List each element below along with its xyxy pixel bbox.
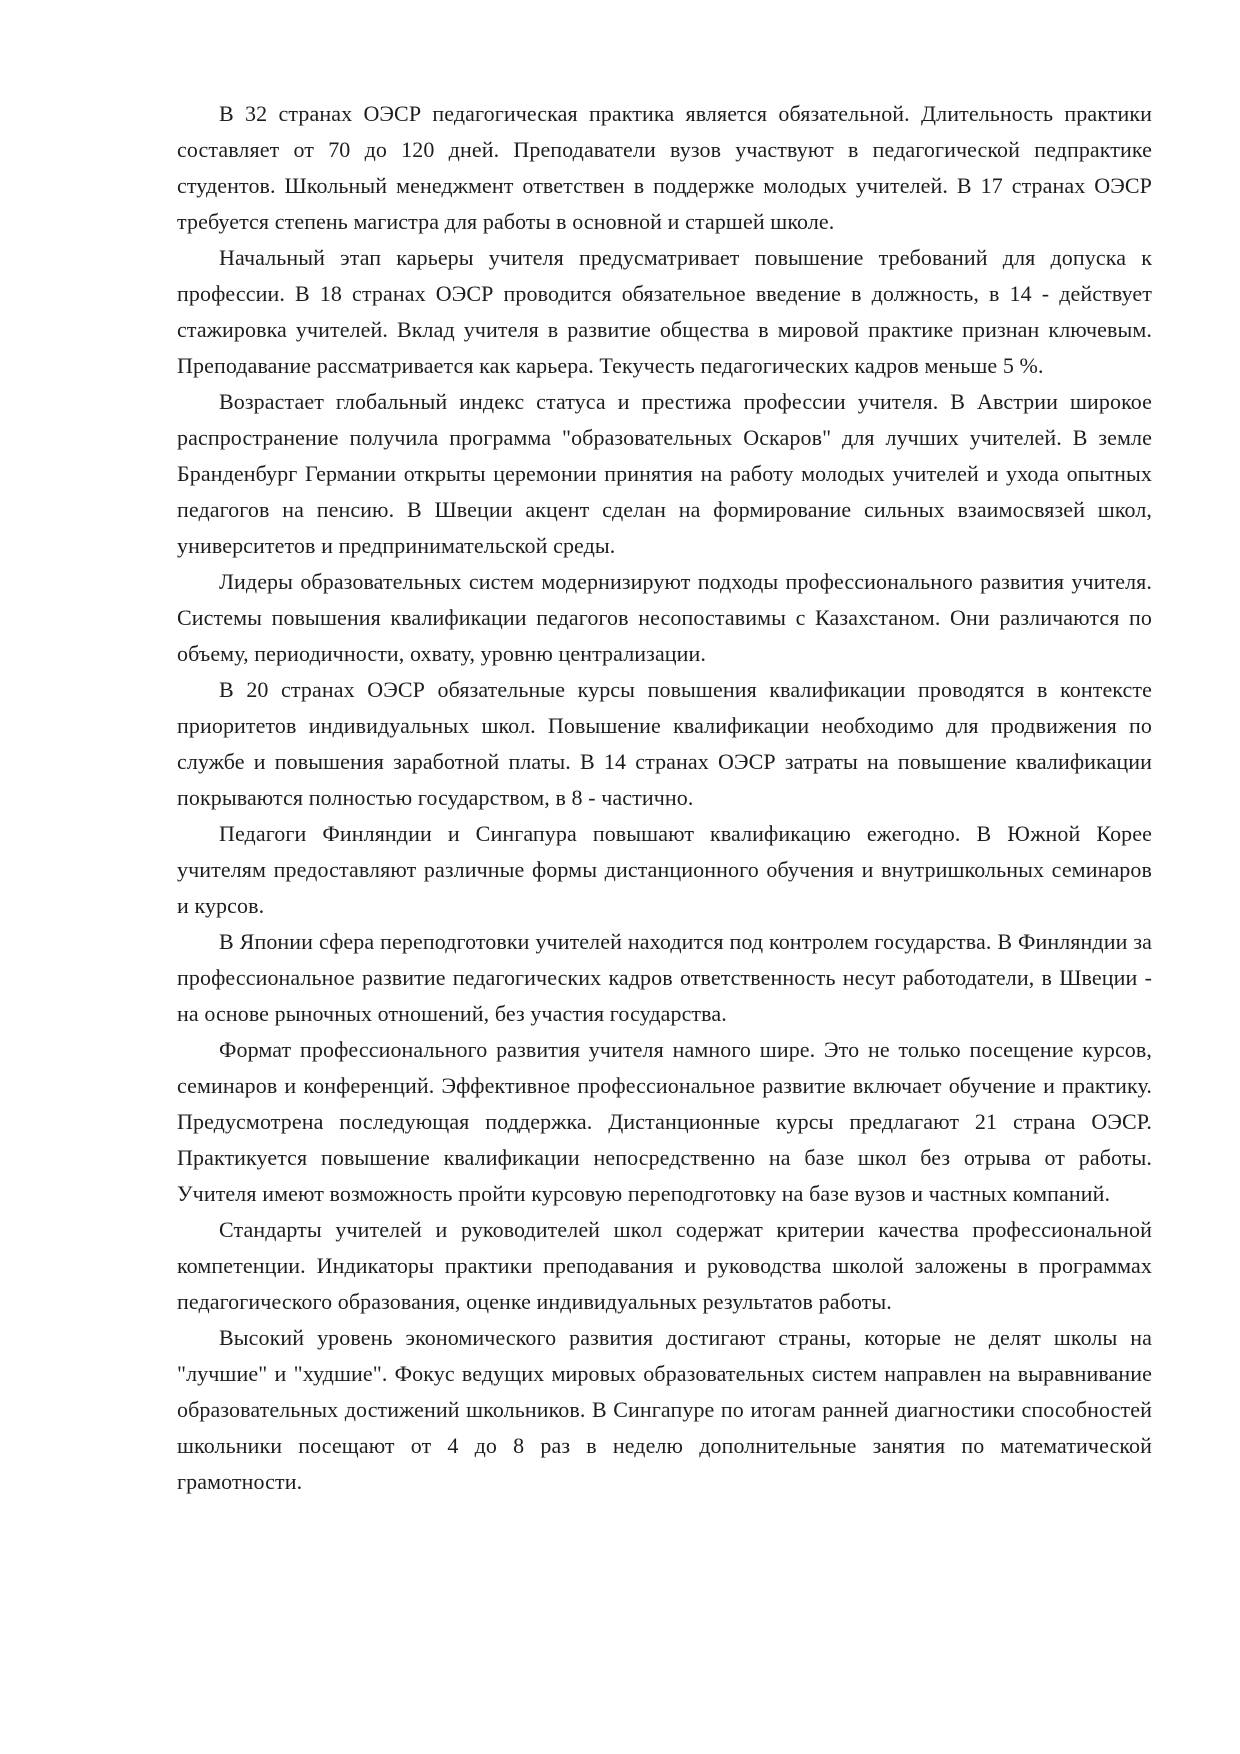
paragraph-finland-singapore: Педагоги Финляндии и Сингапура повышают квалификацию ежегодно. В Южной Корее учителям предоставляют различные формы дистанционного обучения и внутришкольных семинаров и курсов.	[177, 821, 1152, 918]
paragraph-mandatory-courses: В 20 странах ОЭСР обязательные курсы повышения квалификации проводятся в контексте приоритетов индивидуальных школ. Повышение квалификации необходимо для продвижения по службе и повышения заработной платы. В 14 странах ОЭСР затраты на повышение квалификации покрываются полностью государством, в 8 - частично.	[177, 677, 1152, 810]
paragraph-career-start: Начальный этап карьеры учителя предусматривает повышение требований для допуска к профессии. В 18 странах ОЭСР проводится обязательное введение в должность, в 14 - действует стажировка учителей. Вклад учителя в развитие общества в мировой практике признан ключевым. Преподавание рассматривается как карьера. Текучесть педагогических кадров меньше 5 %.	[177, 245, 1152, 378]
paragraph-teaching-practice: В 32 странах ОЭСР педагогическая практика является обязательной. Длительность практики составляет от 70 до 120 дней. Преподаватели вузов участвуют в педагогической педпрактике студентов. Школьный менеджмент ответствен в поддержке молодых учителей. В 17 странах ОЭСР требуется степень магистра для работы в основной и старшей школе.	[177, 101, 1152, 234]
paragraph-development-format: Формат профессионального развития учителя намного шире. Это не только посещение курсов, семинаров и конференций. Эффективное профессиональное развитие включает обучение и практику. Предусмотрена последующая поддержка. Дистанционные курсы предлагают 21 страна ОЭСР. Практикуется повышение квалификации непосредственно на базе школ без отрыва от работы. Учителя имеют возможность пройти курсовую переподготовку на базе вузов и частных компаний.	[177, 1037, 1152, 1206]
document-text-block	[177, 96, 1152, 1500]
paragraph-system-leaders: Лидеры образовательных систем модернизируют подходы профессионального развития учителя. Системы повышения квалификации педагогов несопоставимы с Казахстаном. Они различаются по объему, периодичности, охвату, уровню централизации.	[177, 569, 1152, 666]
paragraph-economic-development: Высокий уровень экономического развития достигают страны, которые не делят школы на "лучшие" и "худшие". Фокус ведущих мировых образовательных систем направлен на выравнивание образовательных достижений школьников. В Сингапуре по итогам ранней диагностики способностей школьники посещают от 4 до 8 раз в неделю дополнительные занятия по математической грамотности.	[177, 1325, 1152, 1494]
paragraph-japan-control: В Японии сфера переподготовки учителей находится под контролем государства. В Финляндии за профессиональное развитие педагогических кадров ответственность несут работодатели, в Швеции - на основе рыночных отношений, без участия государства.	[177, 929, 1152, 1026]
paragraph-status-index: Возрастает глобальный индекс статуса и престижа профессии учителя. В Австрии широкое распространение получила программа "образовательных Оскаров" для лучших учителей. В земле Бранденбург Германии открыты церемонии принятия на работу молодых учителей и ухода опытных педагогов на пенсию. В Швеции акцент сделан на формирование сильных взаимосвязей школ, университетов и предпринимательской среды.	[177, 389, 1152, 558]
paragraph-teacher-standards: Стандарты учителей и руководителей школ содержат критерии качества профессиональной компетенции. Индикаторы практики преподавания и руководства школой заложены в программах педагогического образования, оценке индивидуальных результатов работы.	[177, 1217, 1152, 1314]
